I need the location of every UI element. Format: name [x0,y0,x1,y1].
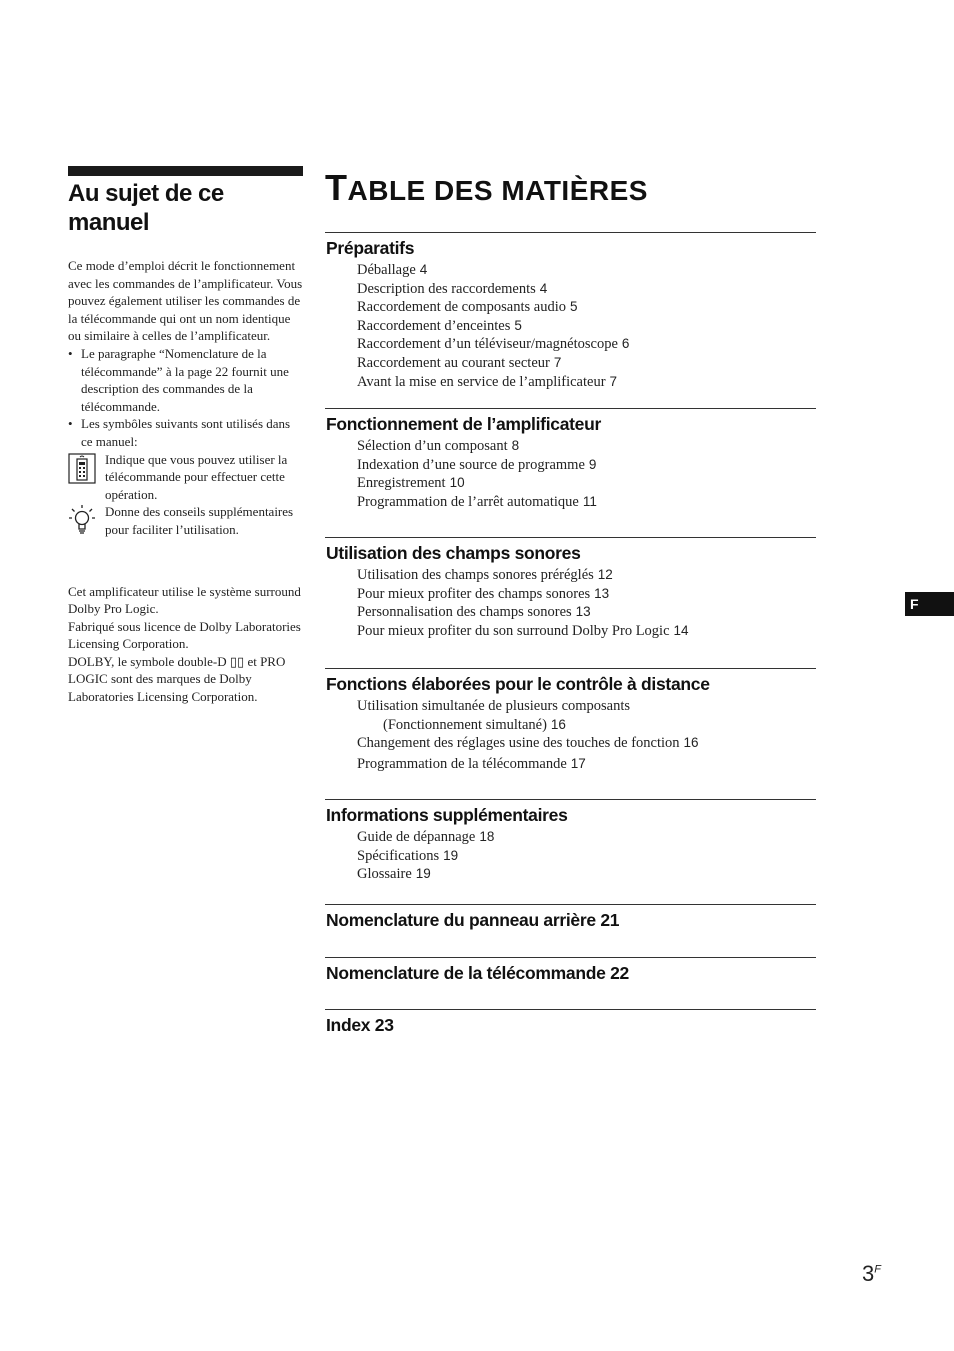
toc-section-champs-sonores [325,537,816,668]
tip-symbol-text: Donne des conseils supplémentaires pour faciliter l’utilisation. [105,504,294,537]
toc-entry[interactable]: Sélection d’un composant 8 [357,438,520,454]
toc-section-controle-distance [325,668,816,799]
toc-section-panneau-arriere [325,904,816,957]
toc-entry[interactable]: Utilisation simultanée de plusieurs composants [357,698,631,714]
about-manual-title: Au sujet de ce manuel [68,180,224,236]
toc-section-telecommande [325,957,816,1009]
toc-entry[interactable]: Avant la mise en service de l’amplificateur 7 [357,373,618,390]
toc-section-index [325,1009,816,1050]
toc-section-heading[interactable]: Informations supplémentaires [326,805,568,825]
toc-entry[interactable]: Raccordement d’enceintes 5 [357,317,522,334]
toc-entry[interactable]: Guide de dépannage 18 [357,829,495,845]
toc-entry[interactable]: Raccordement de composants audio 5 [357,299,578,316]
toc-entry[interactable]: Enregistrement 10 [357,475,465,492]
remote-control-icon [68,451,98,485]
table-of-contents [325,166,816,1050]
toc-entry[interactable]: Programmation de l’arrêt automatique 11 [357,493,597,510]
toc-section-heading[interactable]: Nomenclature du panneau arrière 21 [326,910,620,930]
toc-entry[interactable]: Raccordement d’un téléviseur/magnétoscope 6 [357,336,630,353]
toc-entry[interactable]: Déballage 4 [357,262,428,278]
toc-entry[interactable]: Raccordement au courant secteur 7 [357,354,562,371]
toc-entry[interactable]: Utilisation des champs sonores préréglés 12 [357,567,613,583]
toc-section-fonctionnement [325,408,816,537]
toc-entry[interactable]: Indexation d’une source de programme 9 [357,456,597,473]
toc-section-heading[interactable]: Fonctionnement de l’amplificateur [326,414,601,434]
toc-section-heading[interactable]: Fonctions élaborées pour le contrôle à distance [326,674,710,694]
toc-entry[interactable]: Spécifications 19 [357,847,459,864]
toc-entry[interactable]: Pour mieux profiter du son surround Dolby Pro Logic 14 [357,622,689,639]
toc-title: TABLE DES MATIÈRES [325,167,648,208]
bullet-list [68,345,303,451]
lightbulb-tip-icon [68,503,98,537]
toc-entry[interactable]: Changement des réglages usine des touches de fonction 16 [357,735,699,752]
toc-entry[interactable]: Programmation de la télécommande 17 [357,755,586,772]
intro-paragraph: Ce mode d’emploi décrit le fonctionnement avec les commandes de l’amplificateur. Vous pouvez également utiliser les commandes de la télécommande qui ont un nom identique ou similaire à celles de l’amplificateur. [68,258,303,344]
toc-section-heading[interactable]: Préparatifs [326,238,415,258]
toc-entry[interactable]: Pour mieux profiter des champs sonores 13 [357,585,610,602]
toc-entry[interactable]: Glossaire 19 [357,866,431,883]
toc-section-heading[interactable]: Nomenclature de la télécommande 22 [326,963,629,983]
list-item: • Les symbôles suivants sont utilisés dans ce manuel: [68,416,291,449]
tip-symbol-row [68,503,303,538]
toc-entry[interactable]: Description des raccordements 4 [357,280,548,297]
language-tab: F [905,592,954,616]
page-number: $3^F$ [862,1261,881,1286]
toc-section-heading[interactable]: Utilisation des champs sonores [326,543,581,563]
toc-entry[interactable]: (Fonctionnement simultané) 16 [383,716,566,733]
list-item: • Le paragraphe “Nomenclature de la télécommande” à la page 22 fournit une description des commandes de la télécommande. [68,345,289,414]
toc-section-heading[interactable]: Index 23 [326,1015,394,1035]
remote-symbol-text: Indique que vous pouvez utiliser la télécommande pour effectuer cette opération. [105,451,288,502]
about-manual-column [68,166,303,706]
toc-section-informations [325,799,816,904]
remote-symbol-row [68,451,303,504]
section-rule [68,166,303,176]
toc-entry[interactable]: Personnalisation des champs sonores 13 [357,604,591,621]
legal-notice: Cet amplificateur utilise le système surround Dolby Pro Logic. Fabriqué sous licence de Dolby Laboratories Licensing Corporation. DOLBY, le symbole double-D ▯▯ et PRO LOGIC sont des marques de Dolby Laboratories Licensing Corporation. [68,583,301,705]
toc-section-preparatifs [325,232,816,408]
